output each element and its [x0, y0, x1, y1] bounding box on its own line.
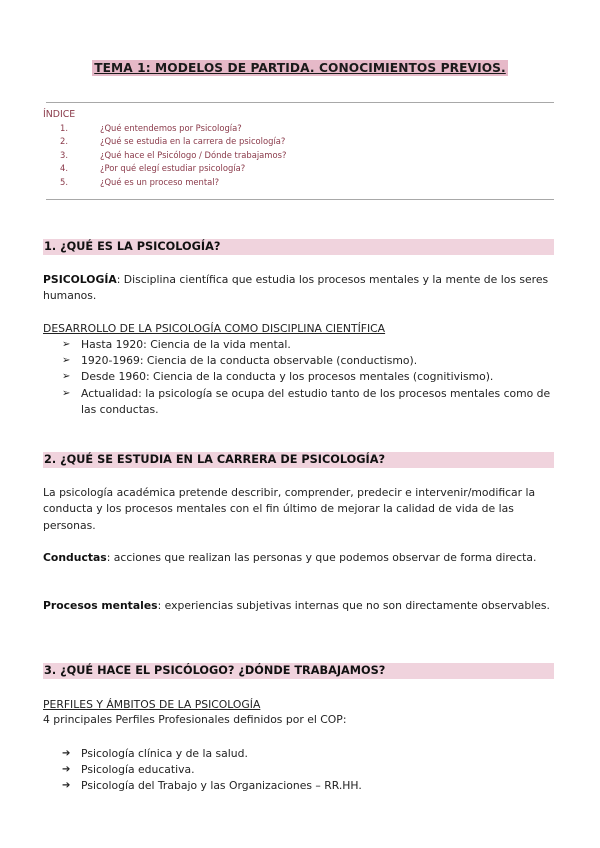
- table-of-contents: [43, 108, 286, 189]
- definition-term: Procesos mentales: [43, 599, 158, 612]
- list-item: ➢ Hasta 1920: Ciencia de la vida mental.: [62, 337, 552, 353]
- section-3-intro: 4 principales Perfiles Profesionales definidos por el COP:: [43, 713, 347, 726]
- subheading-perfiles: PERFILES Y ÁMBITOS DE LA PSICOLOGÍA: [43, 698, 261, 711]
- arrow-bullet-icon: ➔: [62, 748, 71, 759]
- procesos-definition: [43, 598, 558, 614]
- toc-item-number: 2.: [60, 136, 68, 147]
- toc-bottom-rule: [46, 199, 554, 200]
- toc-item[interactable]: [43, 122, 286, 135]
- psicologia-definition: [43, 272, 558, 305]
- definition-term: PSICOLOGÍA: [43, 273, 117, 286]
- arrow-bullet-icon: ➔: [62, 764, 71, 776]
- profiles-list: [62, 746, 552, 795]
- arrowhead-bullet-icon: ➢: [62, 339, 71, 350]
- section-2-intro: La psicología académica pretende describir, comprender, predecir e intervenir/modificar la conducta y los procesos mentales con el fin último de mejorar la calidad de vida de las personas.: [43, 486, 536, 532]
- list-item: ➔ Psicología del Trabajo y las Organizaciones – RR.HH.: [62, 778, 552, 794]
- list-item: ➢ 1920-1969: Ciencia de la conducta observable (conductismo).: [62, 353, 552, 369]
- toc-item-text: ¿Qué es un proceso mental?: [100, 176, 220, 187]
- history-list: [62, 337, 552, 418]
- section-heading-1: 1. ¿QUÉ ES LA PSICOLOGÍA?: [43, 239, 554, 255]
- subheading-desarrollo: DESARROLLO DE LA PSICOLOGÍA COMO DISCIPLINA CIENTÍFICA: [43, 322, 386, 335]
- definition-term: Conductas: [43, 551, 107, 564]
- toc-item[interactable]: [43, 149, 286, 162]
- section-heading-3: 3. ¿QUÉ HACE EL PSICÓLOGO? ¿DÓNDE TRABAJAMOS?: [43, 663, 554, 679]
- definition-text: : experiencias subjetivas internas que no son directamente observables.: [157, 599, 550, 612]
- arrowhead-bullet-icon: ➢: [62, 371, 71, 383]
- page-title: TEMA 1: MODELOS DE PARTIDA. CONOCIMIENTOS PREVIOS.: [94, 61, 506, 75]
- arrowhead-bullet-icon: ➢: [62, 355, 71, 367]
- list-item: ➢ Desde 1960: Ciencia de la conducta y los procesos mentales (cognitivismo).: [62, 369, 552, 385]
- toc-item-text: ¿Qué entendemos por Psicología?: [100, 123, 242, 133]
- toc-item[interactable]: [43, 135, 286, 148]
- arrowhead-bullet-icon: ➢: [62, 387, 71, 399]
- list-item: ➢ Actualidad: la psicología se ocupa del estudio tanto de los procesos mentales como de las conductas.: [62, 386, 551, 416]
- definition-text: : acciones que realizan las personas y que podemos observar de forma directa.: [106, 551, 537, 564]
- toc-item-number: 1.: [60, 123, 68, 133]
- conductas-definition: [43, 550, 558, 566]
- toc-item-number: 3.: [60, 149, 68, 160]
- list-item: ➔ Psicología educativa.: [62, 762, 552, 778]
- section-heading-2: 2. ¿QUÉ SE ESTUDIA EN LA CARRERA DE PSICOLOGÍA?: [43, 452, 554, 468]
- arrow-bullet-icon: ➔: [62, 780, 71, 792]
- toc-label: ÍNDICE: [43, 109, 76, 120]
- title-wrap: [0, 57, 600, 76]
- definition-text: : Disciplina científica que estudia los procesos mentales y la mente de los seres humanos.: [43, 273, 549, 303]
- toc-list: [43, 122, 286, 189]
- toc-item-number: 5.: [60, 176, 68, 187]
- toc-item-text: ¿Por qué elegí estudiar psicología?: [100, 163, 246, 174]
- toc-top-rule: [46, 102, 554, 103]
- toc-item[interactable]: [43, 176, 286, 189]
- toc-item[interactable]: [43, 162, 286, 175]
- toc-item-text: ¿Qué se estudia en la carrera de psicología?: [100, 136, 286, 147]
- toc-item-text: ¿Qué hace el Psicólogo / Dónde trabajamos?: [100, 149, 287, 160]
- list-item: ➔ Psicología clínica y de la salud.: [62, 746, 552, 762]
- toc-item-number: 4.: [60, 163, 68, 174]
